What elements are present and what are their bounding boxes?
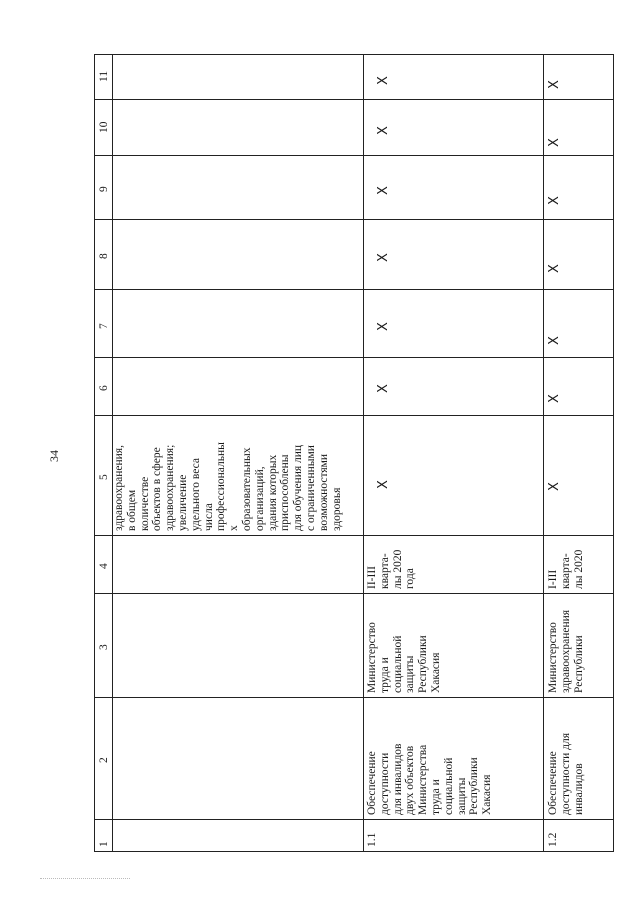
row-1-1-mark-col7: X bbox=[375, 322, 391, 331]
col-3-4-divider bbox=[95, 593, 613, 594]
col-5-6-divider bbox=[95, 415, 613, 416]
row-1-2-mark-col5: X bbox=[546, 482, 562, 491]
header-col-10: 10 bbox=[98, 121, 110, 133]
table bbox=[94, 54, 614, 852]
header-col-6: 6 bbox=[98, 385, 110, 391]
row-1-1-activity: Обеспечение доступности для инвалидов двух объектов Министерства труда и социальной защиты Республики Хакасия bbox=[366, 743, 494, 815]
col-2-3-divider bbox=[95, 697, 613, 698]
header-col-4: 4 bbox=[98, 563, 110, 569]
col-6-7-divider bbox=[95, 357, 613, 358]
col-8-9-divider bbox=[95, 219, 613, 220]
header-col-11: 11 bbox=[98, 70, 110, 82]
row-1-1-number: 1.1 bbox=[366, 832, 378, 847]
header-col-3: 3 bbox=[98, 644, 110, 650]
col-10-11-divider bbox=[95, 99, 613, 100]
row-1-2-mark-col9: X bbox=[546, 196, 562, 205]
row-1-2-divider bbox=[543, 55, 544, 851]
row-1-1-mark-col5: X bbox=[375, 480, 391, 489]
row-1-1-executor: Министерство труда и социальной защиты Республики Хакасия bbox=[366, 622, 442, 693]
row-1-1-mark-col9: X bbox=[375, 186, 391, 195]
row-1-1-mark-col6: X bbox=[375, 384, 391, 393]
header-col-9: 9 bbox=[98, 186, 110, 192]
col-4-5-divider bbox=[95, 535, 613, 536]
scan-artifact bbox=[40, 878, 130, 880]
continuation-text: здравоохранения, в общем количестве объектов в сфере здравоохранения; увеличение удельного веса числа профессиональны х образовательных организаций, здания которых приспособлены для обучения лиц с ограниченными возможностями здоровья bbox=[113, 442, 343, 531]
row-1-2-term: I-III кварта- лы 2020 bbox=[547, 549, 585, 589]
page-number: 34 bbox=[47, 450, 61, 462]
row-1-1-mark-col11: X bbox=[375, 76, 391, 85]
row-1-2-mark-col11: X bbox=[546, 80, 562, 89]
row-1-1-mark-col8: X bbox=[375, 253, 391, 262]
col-9-10-divider bbox=[95, 155, 613, 156]
row-1-2-activity: Обеспечение доступности для инвалидов bbox=[547, 733, 585, 815]
row-1-2-mark-col7: X bbox=[546, 336, 562, 345]
row-1-2-number: 1.2 bbox=[547, 832, 559, 847]
row-1-2-mark-col10: X bbox=[546, 138, 562, 147]
header-col-8: 8 bbox=[98, 253, 110, 259]
header-col-7: 7 bbox=[98, 323, 110, 329]
row-1-1-divider bbox=[363, 55, 364, 851]
header-col-2: 2 bbox=[98, 757, 110, 763]
row-1-2-mark-col8: X bbox=[546, 264, 562, 273]
row-1-1-term: II-III кварта- лы 2020 года bbox=[366, 549, 417, 589]
header-col-1: 1 bbox=[98, 841, 110, 847]
row-1-1-mark-col10: X bbox=[375, 126, 391, 135]
row-1-2-mark-col6: X bbox=[546, 394, 562, 403]
col-1-2-divider bbox=[95, 819, 613, 820]
row-1-2-executor: Министерство здравоохранения Республики bbox=[547, 609, 585, 693]
header-col-5: 5 bbox=[98, 474, 110, 480]
col-7-8-divider bbox=[95, 289, 613, 290]
